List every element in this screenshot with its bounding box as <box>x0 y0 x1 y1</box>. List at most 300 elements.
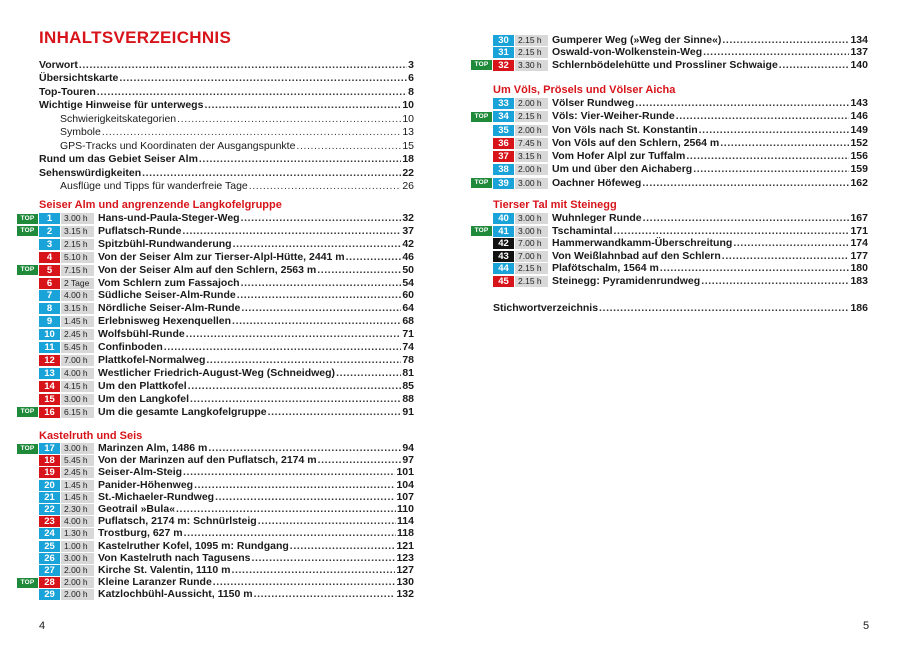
tour-title: Puflatsch-Runde <box>98 224 182 237</box>
leader-dots <box>635 97 849 110</box>
tour-title: Um den Plattkofel <box>98 379 187 392</box>
tour-title: Südliche Seiser-Alm-Runde <box>98 289 236 302</box>
leader-dots <box>237 289 402 302</box>
tour-page: 94 <box>402 442 414 454</box>
leader-dots <box>699 124 850 137</box>
leader-dots <box>722 34 849 47</box>
tour-title: Oachner Höfeweg <box>552 176 642 189</box>
duration-badge: 1.00 h <box>61 541 94 552</box>
top-tour-badge: TOP <box>471 226 492 236</box>
tour-entry[interactable] <box>98 289 414 302</box>
tour-title: Von Völs auf den Schlern, 2564 m <box>552 136 720 149</box>
toc-entry-label: Übersichtskarte <box>39 72 119 85</box>
leader-dots <box>184 527 396 540</box>
duration-badge: 2.00 h <box>515 98 548 109</box>
duration-badge: 2.15 h <box>515 35 548 46</box>
duration-badge: 2 Tage <box>61 278 94 289</box>
tour-number-badge: 12 <box>39 355 60 366</box>
toc-entry-page: 10 <box>402 99 414 112</box>
tour-title: Confinboden <box>98 341 163 353</box>
tour-entry[interactable] <box>98 302 414 315</box>
tour-number-badge: 22 <box>39 504 60 515</box>
top-tour-badge: TOP <box>17 265 38 275</box>
tour-title: Von der Seiser Alm auf den Schlern, 2563 m <box>98 263 317 276</box>
index-entry-page: 186 <box>850 302 868 314</box>
tour-entry[interactable] <box>552 177 868 190</box>
tour-entry[interactable] <box>98 479 414 492</box>
toc-entry-label: Top-Touren <box>39 85 96 98</box>
tour-entry[interactable] <box>98 576 414 589</box>
duration-badge: 2.15 h <box>515 263 548 274</box>
section-title-voels: Um Völs, Prösels und Völser Aicha <box>493 84 676 96</box>
tour-entry[interactable] <box>552 46 868 59</box>
duration-badge: 4.00 h <box>61 516 94 527</box>
tour-entry[interactable] <box>552 237 868 250</box>
tour-page: 60 <box>402 289 414 302</box>
tour-title: Schlernbödelehütte und Prossliner Schwaige <box>552 58 778 71</box>
leader-dots <box>177 113 401 126</box>
tour-number-badge: 39 <box>493 178 514 189</box>
leader-dots <box>241 277 402 290</box>
tour-page: 183 <box>850 275 868 287</box>
tour-page: 107 <box>396 490 414 503</box>
tour-title: Gumperer Weg (»Weg der Sinne«) <box>552 34 722 46</box>
tour-number-badge: 40 <box>493 213 514 224</box>
tour-number-badge: 31 <box>493 47 514 58</box>
tour-page: 130 <box>396 576 414 589</box>
tour-page: 64 <box>402 302 414 315</box>
tour-entry[interactable] <box>98 367 414 380</box>
tour-page: 123 <box>396 551 414 564</box>
top-tour-badge: TOP <box>471 178 492 188</box>
tour-number-badge: 28 <box>39 577 60 588</box>
tour-title: Westlicher Friedrich-August-Weg (Schneidweg) <box>98 366 336 379</box>
toc-entry-page: 3 <box>408 59 414 71</box>
tour-title: Steinegg: Pyramidenrundweg <box>552 275 701 287</box>
tour-title: Wuhnleger Runde <box>552 212 642 224</box>
toc-entry-label: Rund um das Gebiet Seiser Alm <box>39 153 198 166</box>
leader-dots <box>614 225 850 238</box>
toc-entry[interactable] <box>60 113 414 126</box>
tour-title: Erlebnisweg Hexenquellen <box>98 315 232 328</box>
tour-title: Seiser-Alm-Steig <box>98 466 183 479</box>
duration-badge: 2.00 h <box>61 577 94 588</box>
tour-page: 68 <box>402 315 414 328</box>
tour-page: 152 <box>850 136 868 149</box>
duration-badge: 4.00 h <box>61 368 94 379</box>
leader-dots <box>296 140 401 153</box>
leader-dots <box>254 588 396 601</box>
toc-entry-label: Sehenswürdigkeiten <box>39 166 142 179</box>
leader-dots <box>268 406 402 419</box>
leader-dots <box>206 354 401 367</box>
toc-entry-label: Ausflüge und Tipps für wanderfreie Tage <box>60 180 248 193</box>
tour-page: 71 <box>402 328 414 341</box>
leader-dots <box>215 491 395 504</box>
tour-entry[interactable] <box>98 466 414 479</box>
duration-badge: 3.00 h <box>61 553 94 564</box>
leader-dots <box>660 262 850 275</box>
tour-page: 156 <box>850 150 868 162</box>
tour-title: Völs: Vier-Weiher-Runde <box>552 110 675 123</box>
duration-badge: 5.45 h <box>61 342 94 353</box>
leader-dots <box>693 163 849 176</box>
tour-page: 121 <box>396 539 414 552</box>
toc-entry-page: 10 <box>402 112 414 125</box>
tour-title: Marinzen Alm, 1486 m <box>98 442 208 454</box>
tour-title: Geotrail »Bula« <box>98 503 176 515</box>
leader-dots <box>231 564 395 577</box>
leader-dots <box>701 275 849 288</box>
tour-number-badge: 34 <box>493 111 514 122</box>
tour-entry[interactable] <box>98 540 414 553</box>
toc-entry-label: Wichtige Hinweise für unterwegs <box>39 99 204 112</box>
tour-entry[interactable] <box>552 110 868 123</box>
duration-badge: 7.00 h <box>515 251 548 262</box>
tour-entry[interactable] <box>98 251 414 264</box>
toc-entry[interactable] <box>60 180 414 193</box>
tour-entry[interactable] <box>98 238 414 251</box>
leader-dots <box>703 46 849 59</box>
leader-dots <box>188 380 402 393</box>
tour-title: Um die gesamte Langkofelgruppe <box>98 405 267 418</box>
tour-title: Oswald-von-Wolkenstein-Weg <box>552 46 703 59</box>
duration-badge: 2.15 h <box>515 111 548 122</box>
leader-dots <box>346 251 402 264</box>
tour-page: 50 <box>402 263 414 276</box>
tour-page: 110 <box>397 503 414 515</box>
tour-entry[interactable] <box>98 454 414 467</box>
tour-page: 37 <box>402 224 414 237</box>
tour-entry[interactable] <box>98 527 414 540</box>
leader-dots <box>251 552 395 565</box>
page-number-right: 5 <box>863 620 870 632</box>
duration-badge: 2.45 h <box>61 329 94 340</box>
tour-page: 114 <box>397 515 414 528</box>
duration-badge: 1.45 h <box>61 480 94 491</box>
duration-badge: 2.00 h <box>61 589 94 600</box>
leader-dots <box>318 454 402 467</box>
duration-badge: 5.45 h <box>61 455 94 466</box>
leader-dots <box>79 59 407 72</box>
tour-number-badge: 11 <box>39 342 60 353</box>
duration-badge: 4.15 h <box>61 381 94 392</box>
tour-title: Katzlochbühl-Aussicht, 1150 m <box>98 588 253 601</box>
duration-badge: 7.15 h <box>61 265 94 276</box>
tour-number-badge: 14 <box>39 381 60 392</box>
toc-entry-page: 26 <box>402 180 414 193</box>
tour-entry[interactable] <box>98 212 414 225</box>
tour-number-badge: 43 <box>493 251 514 262</box>
tour-number-badge: 29 <box>39 589 60 600</box>
toc-entry-label: GPS-Tracks und Koordinaten der Ausgangspunkte <box>60 139 296 152</box>
toc-entry-page: 8 <box>408 85 414 98</box>
toc-entry-page: 6 <box>408 72 414 85</box>
tour-number-badge: 8 <box>39 303 60 314</box>
tour-number-badge: 19 <box>39 467 60 478</box>
tour-entry[interactable] <box>98 264 414 277</box>
tour-title: Um und über den Aichaberg <box>552 163 693 176</box>
tour-entry[interactable] <box>552 34 868 47</box>
tour-title: Vom Hofer Alpl zur Tuffalm <box>552 150 686 162</box>
tour-entry[interactable] <box>552 262 868 275</box>
tour-number-badge: 23 <box>39 516 60 527</box>
toc-entry[interactable] <box>39 167 414 180</box>
leader-dots <box>722 250 850 263</box>
duration-badge: 3.00 h <box>61 213 94 224</box>
tour-page: 54 <box>402 276 414 289</box>
section-title-kastelruth: Kastelruth und Seis <box>39 430 143 442</box>
duration-badge: 7.45 h <box>515 138 548 149</box>
duration-badge: 2.45 h <box>61 467 94 478</box>
leader-dots <box>290 540 396 553</box>
tour-page: 74 <box>402 341 414 353</box>
duration-badge: 2.15 h <box>515 276 548 287</box>
duration-badge: 3.15 h <box>515 151 548 162</box>
tour-number-badge: 2 <box>39 226 60 237</box>
duration-badge: 4.00 h <box>61 290 94 301</box>
leader-dots <box>182 225 401 238</box>
tour-entry[interactable] <box>98 552 414 565</box>
tour-number-badge: 32 <box>493 60 514 71</box>
tour-entry[interactable] <box>98 380 414 393</box>
duration-badge: 2.00 h <box>515 125 548 136</box>
tour-number-badge: 21 <box>39 492 60 503</box>
tour-entry[interactable] <box>552 225 868 238</box>
tour-page: 177 <box>850 249 868 262</box>
tour-number-badge: 45 <box>493 276 514 287</box>
tour-number-badge: 5 <box>39 265 60 276</box>
tour-page: 42 <box>402 237 414 250</box>
tour-entry[interactable] <box>98 354 414 367</box>
top-tour-badge: TOP <box>17 214 38 224</box>
toc-entry[interactable] <box>39 99 414 112</box>
tour-page: 104 <box>396 478 414 491</box>
tour-title: Vom Schlern zum Fassajoch <box>98 276 240 289</box>
tour-entry[interactable] <box>552 59 868 72</box>
tour-entry[interactable] <box>552 137 868 150</box>
leader-dots <box>599 302 849 315</box>
duration-badge: 3.00 h <box>515 178 548 189</box>
leader-dots <box>176 503 396 516</box>
tour-number-badge: 27 <box>39 565 60 576</box>
tour-entry[interactable] <box>98 406 414 419</box>
tour-number-badge: 25 <box>39 541 60 552</box>
tour-entry[interactable] <box>98 328 414 341</box>
toc-entry-page: 15 <box>402 139 414 152</box>
leader-dots <box>119 72 407 85</box>
duration-badge: 7.00 h <box>515 238 548 249</box>
top-tour-badge: TOP <box>17 578 38 588</box>
tour-entry[interactable] <box>98 341 414 354</box>
tour-number-badge: 6 <box>39 278 60 289</box>
tour-title: Von Völs nach St. Konstantin <box>552 123 698 136</box>
tour-page: 159 <box>850 163 868 176</box>
leader-dots <box>686 150 849 163</box>
tour-number-badge: 26 <box>39 553 60 564</box>
tour-page: 180 <box>850 262 868 275</box>
tour-page: 171 <box>850 224 868 237</box>
tour-number-badge: 36 <box>493 138 514 149</box>
tour-page: 101 <box>396 466 414 479</box>
tour-entry[interactable] <box>98 315 414 328</box>
tour-title: Tschamintal <box>552 224 613 237</box>
tour-number-badge: 38 <box>493 164 514 175</box>
tour-title: Von Kastelruth nach Tagusens <box>98 551 251 564</box>
tour-number-badge: 4 <box>39 252 60 263</box>
section-title-seiser-alm: Seiser Alm und angrenzende Langkofelgruppe <box>39 199 282 211</box>
tour-page: 85 <box>402 379 414 392</box>
top-tour-badge: TOP <box>17 444 38 454</box>
duration-badge: 1.45 h <box>61 316 94 327</box>
duration-badge: 2.30 h <box>61 504 94 515</box>
tour-page: 140 <box>850 58 868 71</box>
leader-dots <box>643 212 850 225</box>
tour-number-badge: 41 <box>493 226 514 237</box>
top-tour-badge: TOP <box>471 60 492 70</box>
tour-entry[interactable] <box>98 491 414 504</box>
toc-entry[interactable] <box>39 86 414 99</box>
leader-dots <box>213 576 396 589</box>
tour-entry[interactable] <box>552 163 868 176</box>
toc-entry-label: Schwierigkeitskategorien <box>60 112 177 125</box>
tour-page: 149 <box>850 123 868 136</box>
leader-dots <box>720 137 849 150</box>
tour-entry[interactable] <box>98 564 414 577</box>
leader-dots <box>733 237 849 250</box>
tour-page: 81 <box>402 366 414 379</box>
duration-badge: 3.15 h <box>61 226 94 237</box>
toc-entry[interactable] <box>60 126 414 139</box>
top-tour-badge: TOP <box>17 407 38 417</box>
section-title-tierser-tal: Tierser Tal mit Steinegg <box>493 199 617 211</box>
tour-page: 146 <box>850 110 868 123</box>
tour-entry[interactable] <box>98 442 414 455</box>
toc-entry-page: 18 <box>402 153 414 166</box>
tour-title: Nördliche Seiser-Alm-Runde <box>98 302 241 315</box>
tour-entry[interactable] <box>98 515 414 528</box>
tour-page: 91 <box>402 405 414 418</box>
leader-dots <box>186 328 402 341</box>
tour-number-badge: 17 <box>39 443 60 454</box>
tour-entry[interactable] <box>552 124 868 137</box>
tour-page: 162 <box>850 176 868 189</box>
tour-title: Plattkofel-Normalweg <box>98 353 206 366</box>
tour-number-badge: 30 <box>493 35 514 46</box>
toc-entry[interactable] <box>39 72 414 85</box>
tour-number-badge: 1 <box>39 213 60 224</box>
leader-dots <box>241 302 401 315</box>
tour-title: Trostburg, 627 m <box>98 527 183 540</box>
tour-number-badge: 20 <box>39 480 60 491</box>
duration-badge: 7.00 h <box>61 355 94 366</box>
tour-entry[interactable] <box>552 97 868 110</box>
tour-entry[interactable] <box>552 275 868 288</box>
tour-page: 88 <box>402 392 414 405</box>
tour-number-badge: 24 <box>39 528 60 539</box>
toc-entry[interactable] <box>60 140 414 153</box>
tour-entry[interactable] <box>98 225 414 238</box>
tour-page: 118 <box>397 527 414 540</box>
tour-page: 97 <box>402 454 414 467</box>
toc-entry[interactable] <box>39 59 414 72</box>
tour-entry[interactable] <box>98 503 414 516</box>
leader-dots <box>249 180 402 193</box>
tour-entry[interactable] <box>552 250 868 263</box>
tour-title: Puflatsch, 2174 m: Schnürlsteig <box>98 515 257 528</box>
top-tour-badge: TOP <box>17 226 38 236</box>
tour-entry[interactable] <box>98 393 414 406</box>
leader-dots <box>241 212 402 225</box>
duration-badge: 2.00 h <box>61 565 94 576</box>
tour-title: Hans-und-Paula-Steger-Weg <box>98 212 240 224</box>
tour-title: Kirche St. Valentin, 1110 m <box>98 564 231 576</box>
tour-number-badge: 42 <box>493 238 514 249</box>
index-entry[interactable] <box>493 302 868 315</box>
tour-entry[interactable] <box>98 588 414 601</box>
page-number-left: 4 <box>39 620 46 632</box>
tour-number-badge: 13 <box>39 368 60 379</box>
tour-number-badge: 9 <box>39 316 60 327</box>
leader-dots <box>208 442 401 455</box>
duration-badge: 5.10 h <box>61 252 94 263</box>
tour-page: 127 <box>396 564 414 576</box>
leader-dots <box>190 393 401 406</box>
duration-badge: 1.30 h <box>61 528 94 539</box>
tour-page: 46 <box>402 250 414 263</box>
tour-entry[interactable] <box>98 277 414 290</box>
index-entry-label: Stichwortverzeichnis <box>493 302 599 314</box>
leader-dots <box>258 515 396 528</box>
duration-badge: 3.30 h <box>515 60 548 71</box>
tour-number-badge: 15 <box>39 394 60 405</box>
duration-badge: 3.00 h <box>61 394 94 405</box>
tour-entry[interactable] <box>552 212 868 225</box>
leader-dots <box>204 99 401 112</box>
tour-page: 134 <box>850 34 868 46</box>
leader-dots <box>194 479 395 492</box>
top-tour-badge: TOP <box>471 112 492 122</box>
leader-dots <box>642 177 849 190</box>
toc-entry[interactable] <box>39 153 414 166</box>
tour-page: 132 <box>396 588 414 601</box>
tour-number-badge: 10 <box>39 329 60 340</box>
duration-badge: 3.15 h <box>61 303 94 314</box>
duration-badge: 2.15 h <box>515 47 548 58</box>
leader-dots <box>317 264 401 277</box>
tour-title: Wolfsbühl-Runde <box>98 328 185 341</box>
tour-entry[interactable] <box>552 150 868 163</box>
tour-title: Plafötschalm, 1564 m <box>552 262 659 275</box>
leader-dots <box>233 238 402 251</box>
tour-title: St.-Michaeler-Rundweg <box>98 490 215 503</box>
tour-title: Kastelruther Kofel, 1095 m: Rundgang <box>98 539 289 552</box>
tour-page: 143 <box>850 97 868 109</box>
tour-title: Um den Langkofel <box>98 392 190 405</box>
tour-title: Völser Rundweg <box>552 97 635 109</box>
duration-badge: 2.15 h <box>61 239 94 250</box>
leader-dots <box>164 341 402 354</box>
duration-badge: 1.45 h <box>61 492 94 503</box>
tour-page: 174 <box>850 237 868 250</box>
tour-title: Von der Seiser Alm zur Tierser-Alpl-Hütte, 2441 m <box>98 250 345 263</box>
tour-number-badge: 7 <box>39 290 60 301</box>
duration-badge: 2.00 h <box>515 164 548 175</box>
leader-dots <box>199 153 401 166</box>
tour-number-badge: 16 <box>39 407 60 418</box>
tour-number-badge: 33 <box>493 98 514 109</box>
tour-page: 78 <box>402 353 414 366</box>
